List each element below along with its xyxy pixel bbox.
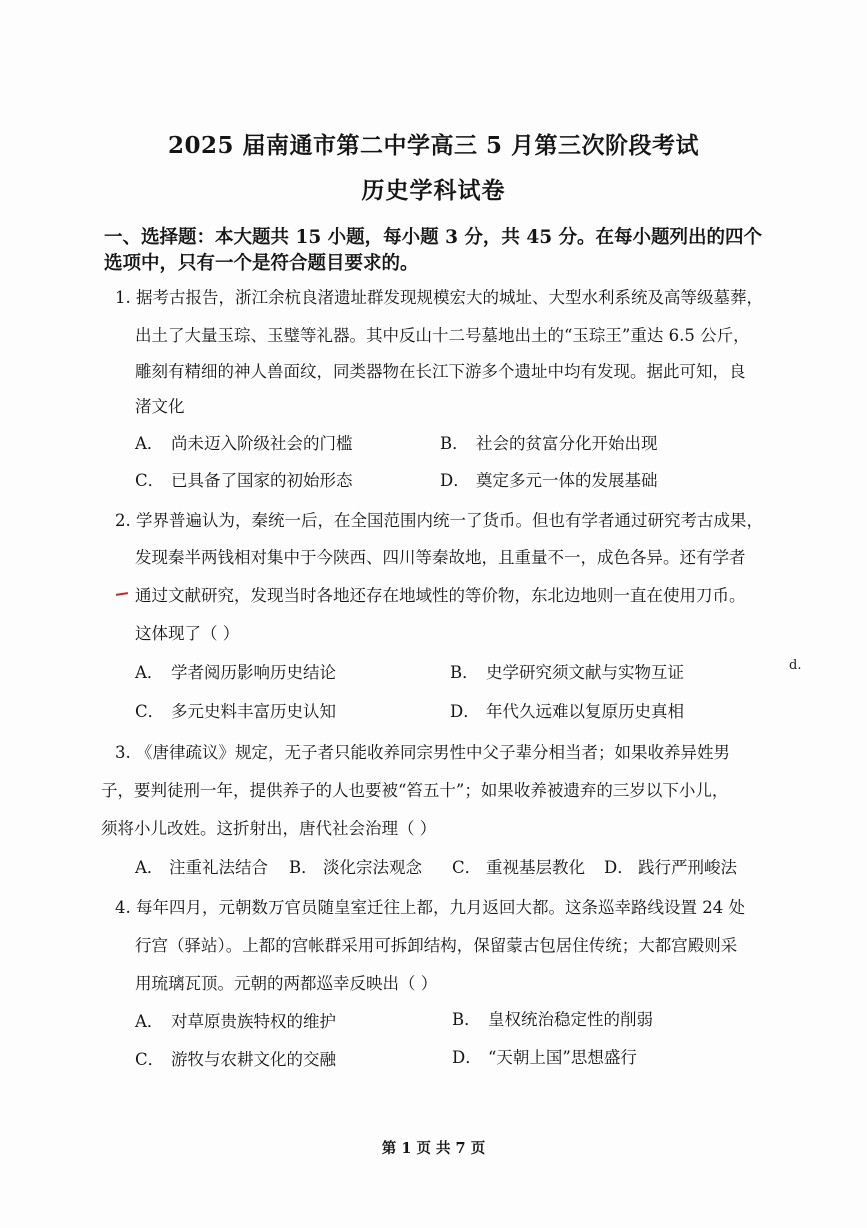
question-1-option-a bbox=[135, 430, 353, 454]
question-4-line-1: 4. 每年四月，元朝数万官员随皇室迁往上都，九月返回大都。这条巡幸路线设置 24 处 bbox=[115, 898, 745, 917]
option-text: 已具备了国家的初始形态 bbox=[171, 471, 353, 490]
option-label: A． bbox=[135, 434, 164, 453]
question-2-option-c bbox=[135, 698, 336, 722]
question-1-option-b bbox=[440, 430, 658, 454]
question-2-option-b bbox=[450, 659, 684, 683]
section-heading-line-1: 一、选择题：本大题共 15 小题，每小题 3 分，共 45 分。在每小题列出的四个 bbox=[104, 227, 763, 248]
option-text: 游牧与农耕文化的交融 bbox=[171, 1050, 336, 1069]
option-label: C． bbox=[452, 858, 482, 877]
question-4-line-3: 用琉璃瓦顶。元朝的两都巡幸反映出（ ） bbox=[135, 974, 438, 993]
option-label: C． bbox=[135, 471, 165, 490]
option-label: B． bbox=[452, 1010, 481, 1029]
option-label: C． bbox=[135, 702, 165, 721]
question-1-line-4: 渚文化 bbox=[135, 397, 185, 416]
question-3-option-c bbox=[452, 854, 585, 878]
option-text: 皇权统治稳定性的削弱 bbox=[488, 1010, 653, 1029]
option-text: 史学研究须文献与实物互证 bbox=[486, 663, 684, 682]
question-1-line-2: 出土了大量玉琮、玉璧等礼器。其中反山十二号墓地出土的“玉琮王”重达 6.5 公斤， bbox=[135, 326, 750, 345]
option-text: 尚未迈入阶级社会的门槛 bbox=[171, 434, 353, 453]
question-2-line-3: 通过文献研究，发现当时各地还存在地域性的等价物，东北边地则一直在使用刀币。 bbox=[135, 586, 746, 605]
option-text: “天朝上国”思想盛行 bbox=[488, 1048, 637, 1067]
option-text: 重视基层教化 bbox=[486, 858, 585, 877]
question-3-line-3: 须将小儿改姓。这折射出，唐代社会治理（ ） bbox=[101, 819, 437, 838]
question-1-line-1: 1. 据考古报告，浙江余杭良渚遗址群发现规模宏大的城址、大型水利系统及高等级墓葬， bbox=[115, 288, 763, 307]
option-label: B． bbox=[450, 663, 479, 682]
option-text: 多元史料丰富历史认知 bbox=[171, 702, 336, 721]
question-1-line-3: 雕刻有精细的神人兽面纹，同类器物在长江下游多个遗址中均有发现。据此可知，良 bbox=[135, 362, 746, 381]
question-3-option-b bbox=[289, 854, 422, 878]
question-3-option-d bbox=[604, 854, 737, 878]
option-label: B． bbox=[289, 858, 318, 877]
question-2-option-d bbox=[450, 698, 684, 722]
option-label: A． bbox=[135, 663, 164, 682]
question-4-line-2: 行宫（驿站）。上都的宫帐群采用可拆卸结构，保留蒙古包居住传统；大都宫殿则采 bbox=[135, 936, 738, 955]
question-3-line-2: 子，要判徒刑一年，提供养子的人也要被“笞五十”；如果收养被遗弃的三岁以下小儿， bbox=[101, 781, 729, 800]
option-text: 社会的贫富分化开始出现 bbox=[476, 434, 658, 453]
question-2-line-4: 这体现了（ ） bbox=[135, 624, 240, 643]
option-label: D． bbox=[440, 471, 470, 490]
option-label: B． bbox=[440, 434, 469, 453]
exam-title: 2025 届南通市第二中学高三 5 月第三次阶段考试 bbox=[167, 132, 700, 159]
option-text: 践行严刑峻法 bbox=[638, 858, 737, 877]
option-label: D． bbox=[450, 702, 480, 721]
option-text: 年代久远难以复原历史真相 bbox=[486, 702, 684, 721]
question-2-line-1: 2. 学界普遍认为，秦统一后，在全国范围内统一了货币。但也有学者通过研究考古成果， bbox=[115, 511, 763, 530]
question-3-option-a bbox=[135, 854, 268, 878]
question-4-option-a bbox=[135, 1008, 336, 1032]
question-1-option-d bbox=[440, 467, 658, 491]
question-1-option-c bbox=[135, 467, 353, 491]
option-text: 学者阅历影响历史结论 bbox=[171, 663, 336, 682]
option-text: 注重礼法结合 bbox=[169, 858, 268, 877]
option-label: A． bbox=[135, 858, 164, 877]
question-2-option-a bbox=[135, 659, 336, 683]
option-label: D． bbox=[452, 1048, 482, 1067]
option-text: 对草原贵族特权的维护 bbox=[171, 1012, 336, 1031]
question-3-line-1: 3. 《唐律疏议》规定，无子者只能收养同宗男性中父子辈分相当者；如果收养异姓男 bbox=[115, 743, 730, 762]
question-4-option-d bbox=[452, 1044, 637, 1068]
red-pen-mark bbox=[116, 592, 128, 596]
page-number-footer: 第 1 页 共 7 页 bbox=[381, 1140, 486, 1157]
option-text: 淡化宗法观念 bbox=[323, 858, 422, 877]
exam-subject-title: 历史学科试卷 bbox=[361, 177, 506, 204]
question-4-option-b bbox=[452, 1006, 653, 1030]
handwritten-margin-note: d. bbox=[789, 658, 802, 673]
option-label: A． bbox=[135, 1012, 164, 1031]
question-2-line-2: 发现秦半两钱相对集中于今陕西、四川等秦故地，且重量不一，成色各异。还有学者 bbox=[135, 548, 746, 567]
option-label: C． bbox=[135, 1050, 165, 1069]
section-heading-line-2: 选项中，只有一个是符合题目要求的。 bbox=[104, 253, 419, 274]
option-label: D． bbox=[604, 858, 634, 877]
question-4-option-c bbox=[135, 1046, 336, 1070]
option-text: 奠定多元一体的发展基础 bbox=[476, 471, 658, 490]
